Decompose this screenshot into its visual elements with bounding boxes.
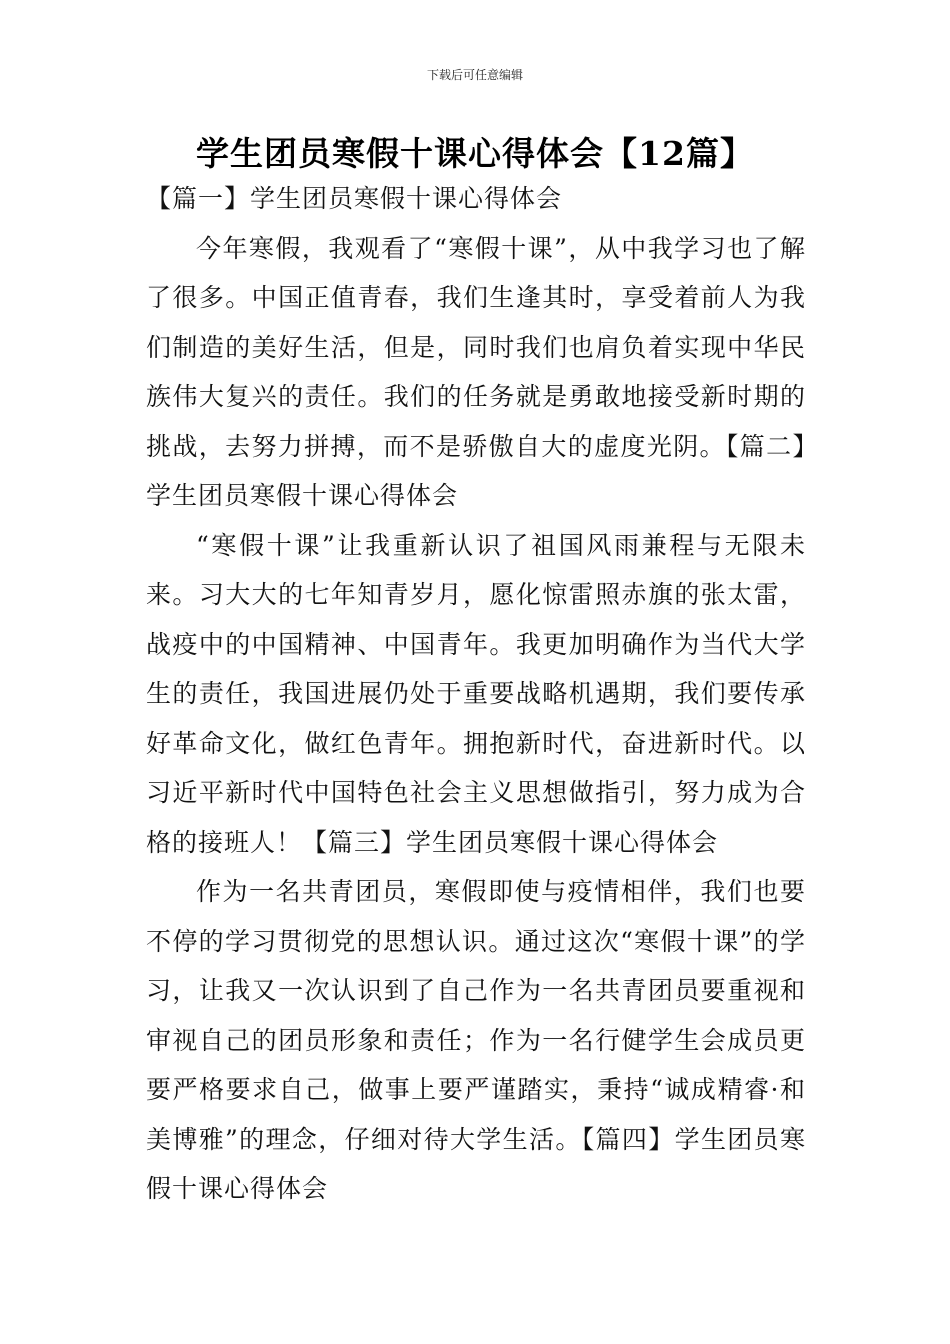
document-title: 学生团员寒假十课心得体会【12篇】 <box>196 134 754 173</box>
paragraph-3: 作为一名共青团员，寒假即使与疫情相伴，我们也要不停的学习贯彻党的思想认识。通过这次“寒假十课”的学习，让我又一次认识到了自己作为一名共青团员要重视和审视自己的团员形象和责任；作为一名行健学生会成员更要严格要求自己，做事上要严谨踏实，秉持“诚成精睿·和美博雅”的理念，仔细对待大学生活。【篇四】学生团员寒假十课心得体会 <box>146 877 806 1203</box>
section-heading-1: 【篇一】学生团员寒假十课心得体会 <box>146 184 563 213</box>
paragraph-2: “寒假十课”让我重新认识了祖国风雨兼程与无限未来。习大大的七年知青岁月，愿化惊雷照赤旗的张太雷，战疫中的中国精神、中国青年。我更加明确作为当代大学生的责任，我国进展仍处于重要战略机遇期，我们要传承好革命文化，做红色青年。拥抱新时代，奋进新时代。以习近平新时代中国特色社会主义思想做指引，努力成为合格的接班人！【篇三】学生团员寒假十课心得体会 <box>146 530 806 857</box>
header-note: 下载后可任意编辑 <box>426 68 523 82</box>
document-body <box>146 174 806 1214</box>
paragraph-1: 今年寒假，我观看了“寒假十课”，从中我学习也了解了很多。中国正值青春，我们生逢其时，享受着前人为我们制造的美好生活，但是，同时我们也肩负着实现中华民族伟大复兴的责任。我们的任务就是勇敢地接受新时期的挑战，去努力拼搏，而不是骄傲自大的虚度光阴。【篇二】学生团员寒假十课心得体会 <box>146 233 806 510</box>
